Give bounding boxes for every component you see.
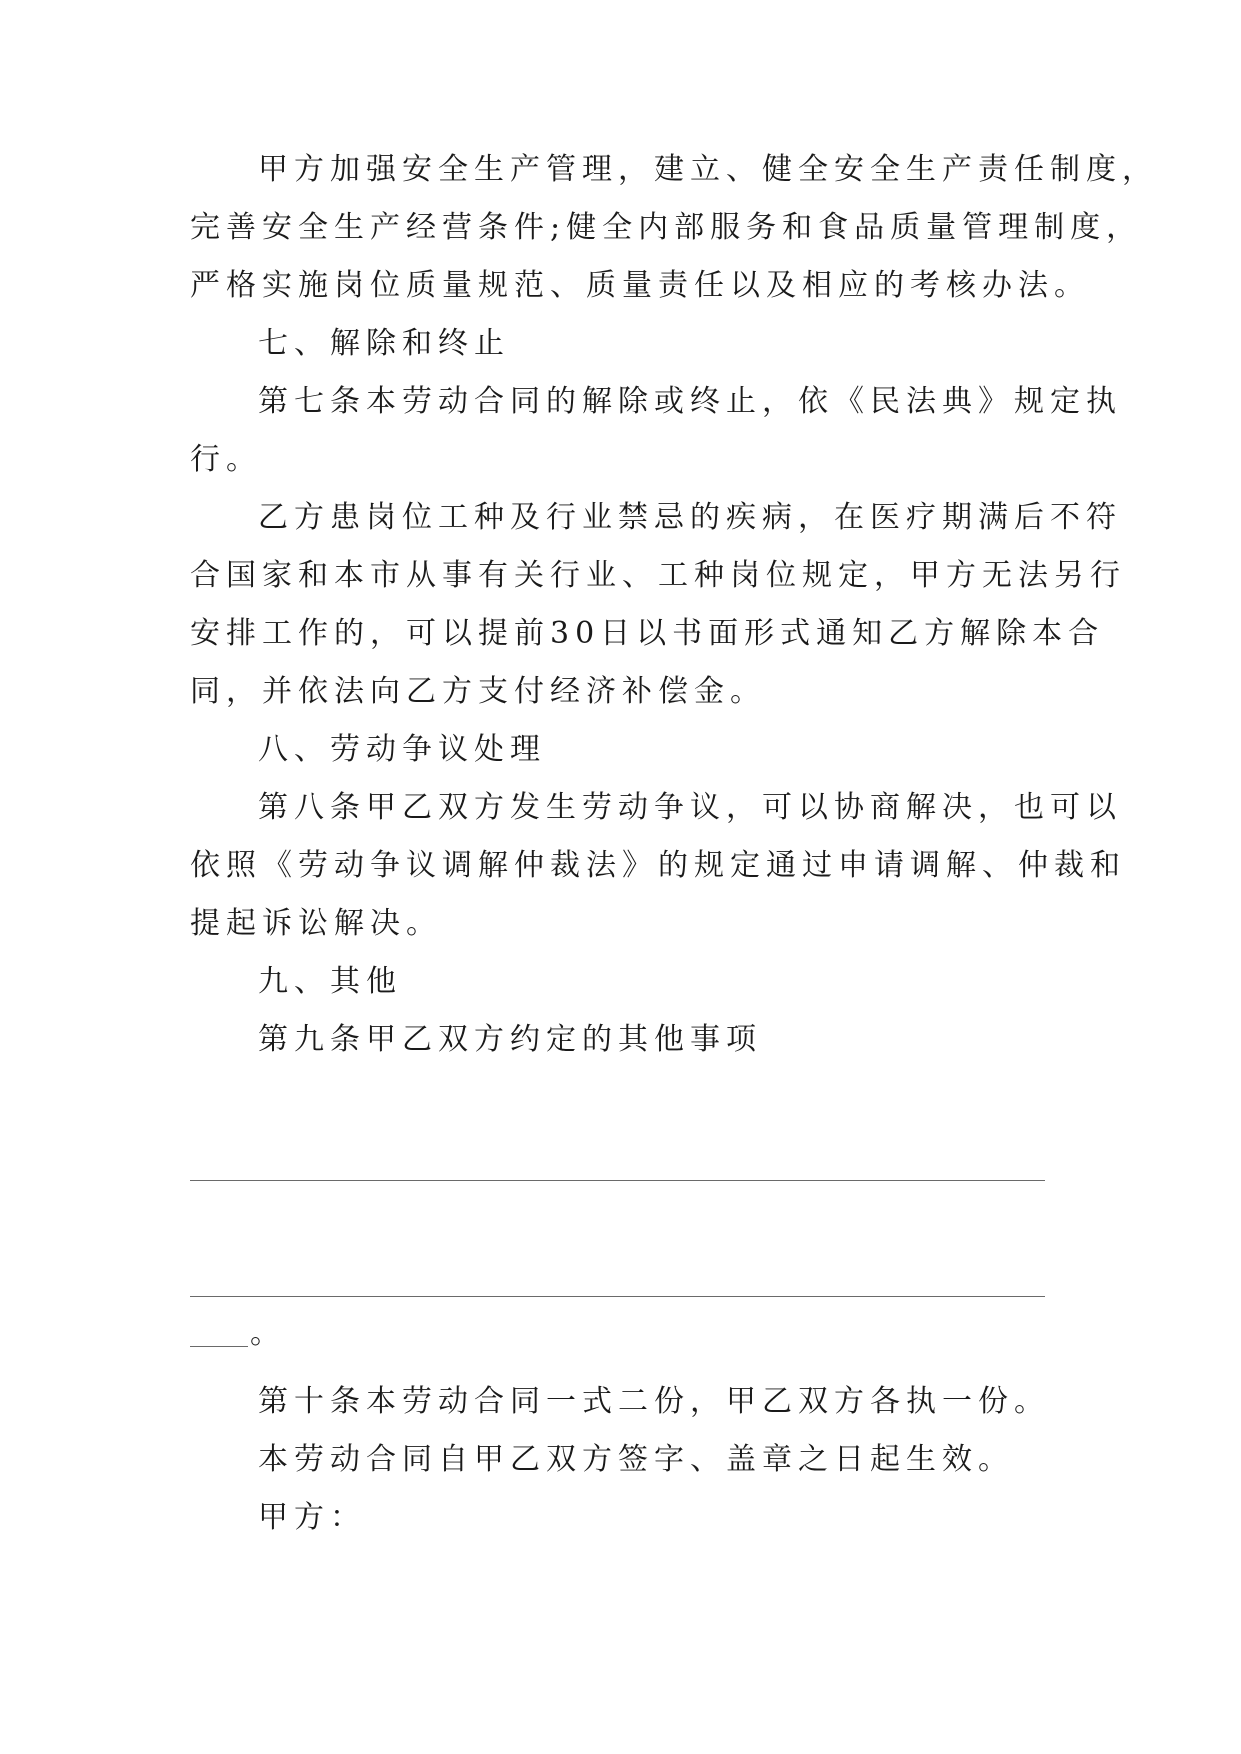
blank-fill-line bbox=[190, 1180, 1045, 1181]
text-line: 第八条甲乙双方发生劳动争议，可以协商解决，也可以 bbox=[258, 790, 1122, 825]
signature-label: 甲方： bbox=[258, 1500, 366, 1535]
text-line: 本劳动合同自甲乙双方签字、盖章之日起生效。 bbox=[258, 1442, 1014, 1477]
text-line: 提起诉讼解决。 bbox=[190, 906, 442, 941]
text-line: 第九条甲乙双方约定的其他事项 bbox=[258, 1022, 762, 1057]
text-line: 依照《劳动争议调解仲裁法》的规定通过申请调解、仲裁和 bbox=[190, 848, 1126, 883]
section-heading: 八、劳动争议处理 bbox=[258, 732, 546, 767]
text-line: 甲方加强安全生产管理，建立、健全安全生产责任制度， bbox=[258, 152, 1158, 187]
text-line: 行。 bbox=[190, 442, 262, 477]
text-line: 第十条本劳动合同一式二份，甲乙双方各执一份。 bbox=[258, 1384, 1050, 1419]
text-line: 合国家和本市从事有关行业、工种岗位规定，甲方无法另行 bbox=[190, 558, 1126, 593]
text-line: 第七条本劳动合同的解除或终止，依《民法典》规定执 bbox=[258, 384, 1122, 419]
section-heading: 七、解除和终止 bbox=[258, 326, 510, 361]
blank-end-mark: 。 bbox=[250, 1316, 280, 1351]
blank-fill-line bbox=[190, 1346, 248, 1347]
text-line: 严格实施岗位质量规范、质量责任以及相应的考核办法。 bbox=[190, 268, 1090, 303]
section-heading: 九、其他 bbox=[258, 964, 402, 999]
text-line: 同，并依法向乙方支付经济补偿金。 bbox=[190, 674, 766, 709]
text-line: 乙方患岗位工种及行业禁忌的疾病，在医疗期满后不符 bbox=[258, 500, 1122, 535]
text-line: 安排工作的，可以提前30日以书面形式通知乙方解除本合 bbox=[190, 616, 1105, 651]
blank-fill-line bbox=[190, 1296, 1045, 1297]
text-line: 完善安全生产经营条件;健全内部服务和食品质量管理制度， bbox=[190, 210, 1143, 245]
